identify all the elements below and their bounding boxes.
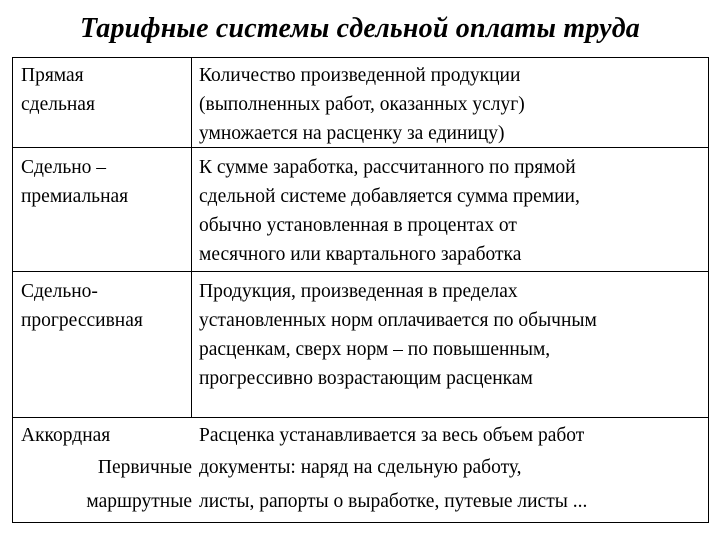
system-description-lump-sum: Расценка устанавливается за весь объем работ <box>199 425 585 446</box>
row-divider <box>13 417 708 418</box>
continuation-right-line: документы: наряд на сдельную работу, <box>199 457 522 478</box>
system-description-bonus: К сумме заработка, рассчитанного по прямой сдельной системе добавляется сумма премии, обычно установленная в процентах от месячного или квартального заработка <box>199 157 580 265</box>
system-description-progressive: Продукция, произведенная в пределах установленных норм оплачивается по обычным расценкам, сверх норм – по повышенным, прогрессивно возрастающим расценкам <box>199 281 597 389</box>
piecework-systems-table <box>12 57 709 523</box>
continuation-left-line: маршрутные <box>86 491 192 512</box>
system-name-progressive: Сдельно- прогрессивная <box>21 281 143 331</box>
column-divider <box>191 58 192 417</box>
slide-title: Тарифные системы сдельной оплаты труда <box>79 13 640 44</box>
system-description-direct: Количество произведенной продукции (выполненных работ, оказанных услуг) умножается на расценку за единицу) <box>199 65 525 144</box>
system-name-direct: Прямая сдельная <box>21 65 95 115</box>
continuation-right-line: листы, рапорты о выработке, путевые листы ... <box>199 491 588 512</box>
system-name-lump-sum: Аккордная <box>21 425 111 446</box>
row-divider <box>13 271 708 272</box>
continuation-left-line: Первичные <box>97 457 192 478</box>
system-name-bonus: Сдельно – премиальная <box>21 157 129 207</box>
